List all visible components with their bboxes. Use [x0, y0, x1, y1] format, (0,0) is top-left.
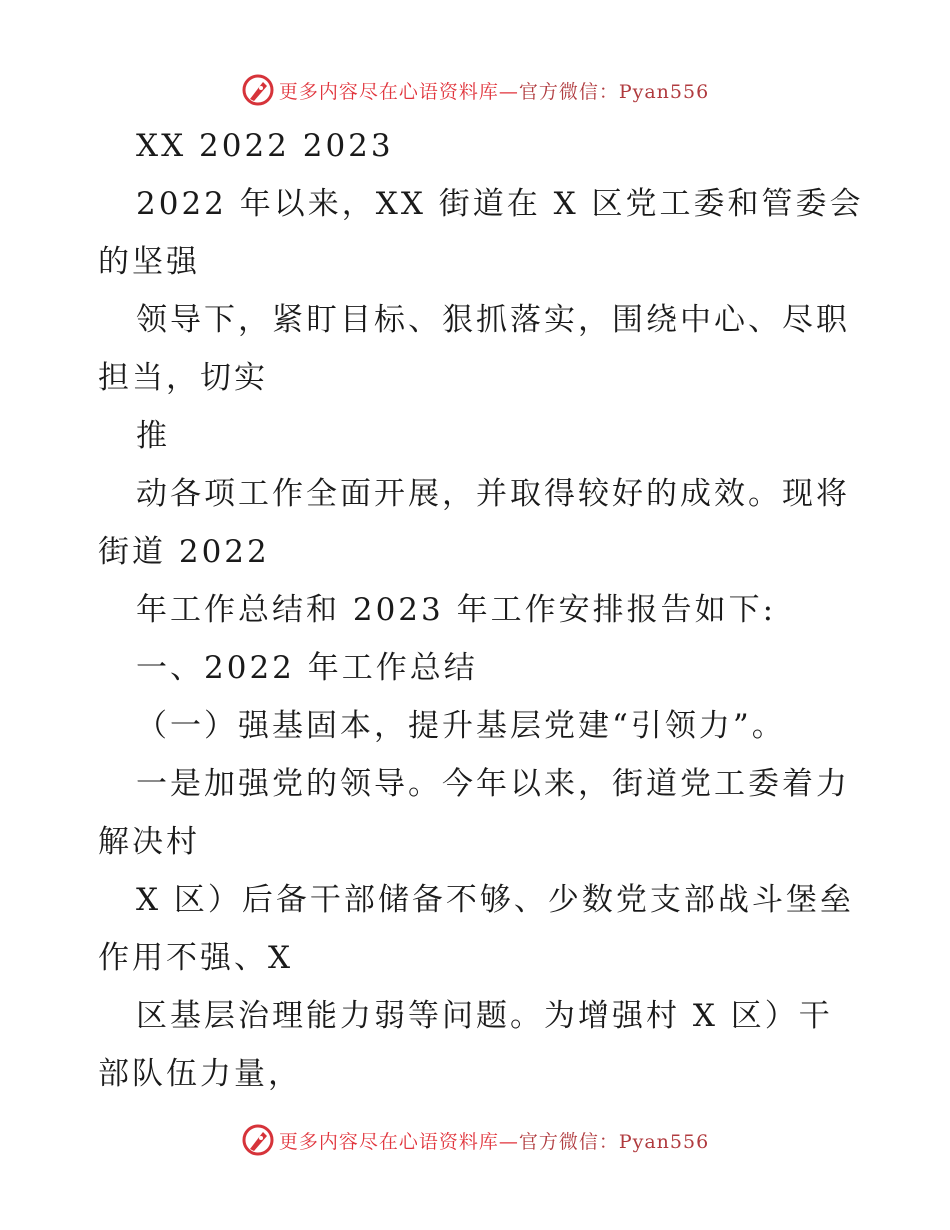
doc-line: 一是加强党的领导。今年以来，街道党工委着力 — [136, 766, 850, 802]
doc-line: 区基层治理能力弱等问题。为增强村 X 区）干 — [136, 998, 833, 1034]
doc-line: X 区）后备干部储备不够、少数党支部战斗堡垒 — [136, 882, 854, 918]
header-watermark — [0, 70, 950, 110]
doc-line: 2022 年以来，XX 街道在 X 区党工委和管委会 — [136, 186, 864, 222]
pen-nib-logo-icon — [241, 73, 275, 107]
doc-line: 年工作总结和 2023 年工作安排报告如下: — [136, 592, 777, 628]
doc-line: 解决村 — [98, 824, 200, 860]
doc-line: 领导下，紧盯目标、狠抓落实，围绕中心、尽职 — [136, 302, 850, 338]
watermark-text: 更多内容尽在心语资料库—官方微信：Pyan556 — [278, 80, 710, 103]
doc-line: 部队伍力量， — [98, 1056, 302, 1092]
doc-line: 的坚强 — [98, 244, 200, 280]
watermark-text: 更多内容尽在心语资料库—官方微信：Pyan556 — [278, 1130, 710, 1153]
document-body — [98, 117, 864, 1103]
doc-line: XX 2022 2023 — [136, 128, 394, 164]
doc-line: 推 — [136, 418, 170, 454]
doc-line: 担当，切实 — [98, 360, 268, 396]
subsection-heading: （一）强基固本，提升基层党建“引领力”。 — [136, 708, 786, 744]
footer-watermark — [0, 1120, 950, 1160]
section-heading: 一、2022 年工作总结 — [136, 650, 478, 686]
doc-line: 街道 2022 — [98, 534, 270, 570]
pen-nib-logo-icon — [241, 1123, 275, 1157]
doc-line: 作用不强、X — [98, 940, 294, 976]
doc-line: 动各项工作全面开展，并取得较好的成效。现将 — [136, 476, 850, 512]
